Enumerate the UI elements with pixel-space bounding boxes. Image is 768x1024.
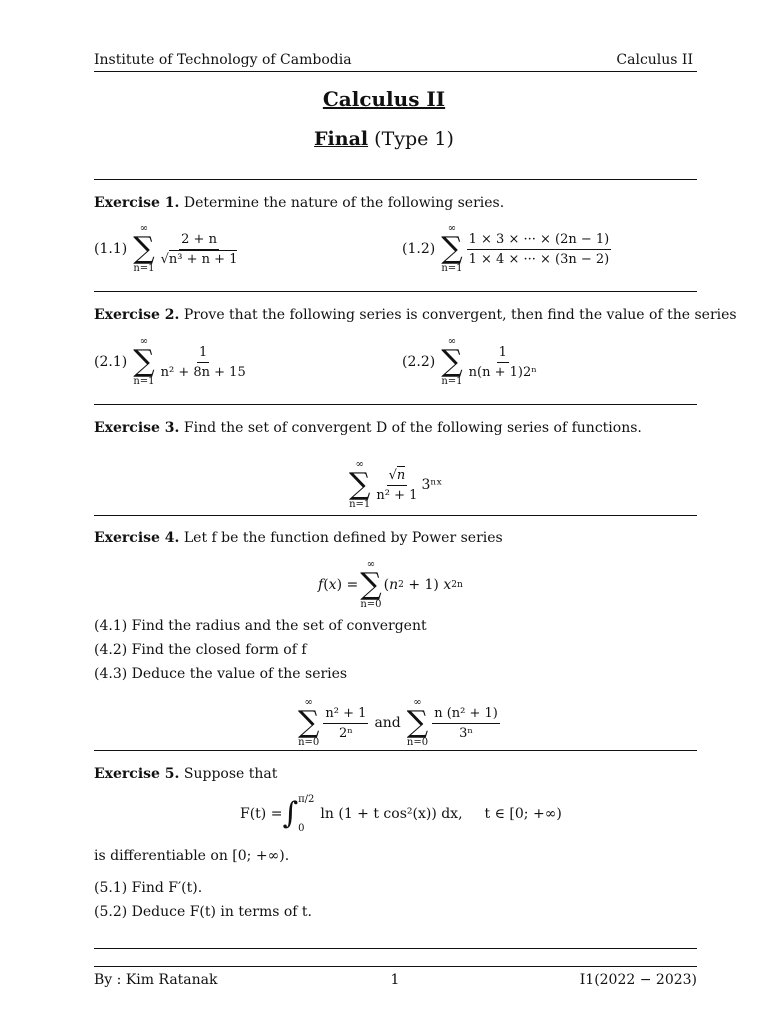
exercise-3-text: Find the set of convergent D of the following series of functions. — [183, 420, 642, 436]
exercise-5-formula — [240, 794, 562, 834]
footer-rule — [94, 966, 697, 967]
fraction: $\frac{1 \times 3 \times \cdot\cdot\cdot \times (2n - 1)}{1 \times 4 \times \cdot\cdot\cdot \times (3n - 2)}$ — [468, 231, 610, 267]
integral-limits: π/2 0 — [298, 794, 315, 834]
exercise-3-label: Exercise 3. — [94, 420, 180, 436]
formula-lhs: F(t) = — [240, 806, 283, 822]
exercise-1-text: Determine the nature of the following series. — [183, 195, 505, 211]
exercise-5-text: Suppose that — [183, 766, 278, 782]
exercise-4-item-1: (4.1) Find the radius and the set of convergent — [94, 618, 427, 634]
exercise-2-text: Prove that the following series is convergent, then find the value of the series — [183, 307, 737, 323]
page-subtitle — [0, 128, 768, 150]
exercise-2-item-2 — [402, 337, 541, 387]
footer-author: By : Kim Ratanak — [94, 972, 218, 988]
header-course: Calculus II — [616, 52, 693, 68]
exercise-2-label: Exercise 2. — [94, 307, 180, 323]
fraction: $\frac{√n}{\text{n² + 1}}$ — [376, 467, 418, 503]
exercise-2-statement — [94, 307, 737, 323]
exercise-1-item-2 — [402, 224, 613, 274]
fraction: $\frac{1}{\text{n² + 8n + 15}}$ — [160, 344, 246, 380]
exercise-5-item-2: (5.2) Deduce F(t) in terms of t. — [94, 904, 313, 920]
fraction: $\frac{1}{\text{n(n + 1)2ⁿ}}$ — [468, 344, 537, 380]
divider — [94, 179, 697, 180]
item-tag: (2.2) — [402, 354, 436, 370]
footer-class-year: I1(2022 − 2023) — [579, 972, 697, 988]
sum-symbol: ∞ ∑ n=1 — [349, 459, 371, 510]
exercise-3-formula — [347, 460, 442, 510]
exercise-5-label: Exercise 5. — [94, 766, 180, 782]
sum-symbol: ∞ ∑ n=1 — [441, 336, 463, 387]
exercise-4-statement — [94, 530, 503, 546]
exercise-2-item-1 — [94, 337, 250, 387]
exercise-5-item-1: (5.1) Find F′(t). — [94, 880, 203, 896]
integrand: ln (1 + t cos²(x)) dx, — [320, 806, 463, 822]
exercise-4-text: Let f be the function defined by Power series — [183, 530, 503, 546]
exercise-1-label: Exercise 1. — [94, 195, 180, 211]
exercise-4-series — [296, 698, 502, 748]
exercise-4-item-2: (4.2) Find the closed form of f — [94, 642, 307, 658]
sum-symbol: ∞ ∑ n=0 — [298, 697, 320, 748]
and-text: and — [374, 715, 401, 731]
page-title: Calculus II — [322, 87, 446, 111]
fraction: $\frac{2 + n}{\text{√n³ + n + 1}}$ — [160, 231, 238, 267]
domain: t ∈ [0; +∞) — [484, 806, 562, 822]
sum-symbol: ∞ ∑ n=1 — [441, 223, 463, 274]
exercise-4-label: Exercise 4. — [94, 530, 180, 546]
header-rule — [94, 71, 697, 72]
subtitle-final: Final — [314, 128, 369, 150]
integral-symbol: ∫ — [282, 796, 299, 831]
sum-symbol: ∞ ∑ n=0 — [406, 697, 429, 748]
header-institution: Institute of Technology of Cambodia — [94, 52, 352, 68]
fraction: $\frac{\text{n (n² + 1)}}{\text{3ⁿ}}$ — [434, 705, 498, 741]
sum-symbol: ∞ ∑ n=0 — [360, 559, 382, 610]
exercise-1-statement — [94, 195, 504, 211]
item-tag: (1.2) — [402, 241, 436, 257]
divider — [94, 948, 697, 949]
exercise-4-formula: f ( x ) = ∞ ∑ n=0 ( n 2 + 1) x 2n — [318, 559, 463, 610]
divider — [94, 291, 697, 292]
fraction: $\frac{\text{n² + 1}}{\text{2ⁿ}}$ — [325, 705, 367, 741]
item-tag: (2.1) — [94, 354, 128, 370]
sum-symbol: ∞ ∑ n=1 — [133, 223, 155, 274]
exercise-1-item-1 — [94, 224, 241, 274]
exercise-5-statement — [94, 766, 277, 782]
divider — [94, 404, 697, 405]
sum-symbol: ∞ ∑ n=1 — [133, 336, 155, 387]
divider — [94, 750, 697, 751]
divider — [94, 515, 697, 516]
formula-tail: 3ⁿˣ — [421, 477, 443, 493]
exercise-4-item-3: (4.3) Deduce the value of the series — [94, 666, 348, 682]
subtitle-type: (Type 1) — [374, 128, 454, 150]
item-tag: (1.1) — [94, 241, 128, 257]
exercise-5-after: is differentiable on [0; +∞). — [94, 848, 290, 864]
exercise-3-statement — [94, 420, 642, 436]
page-number: 1 — [390, 972, 400, 988]
